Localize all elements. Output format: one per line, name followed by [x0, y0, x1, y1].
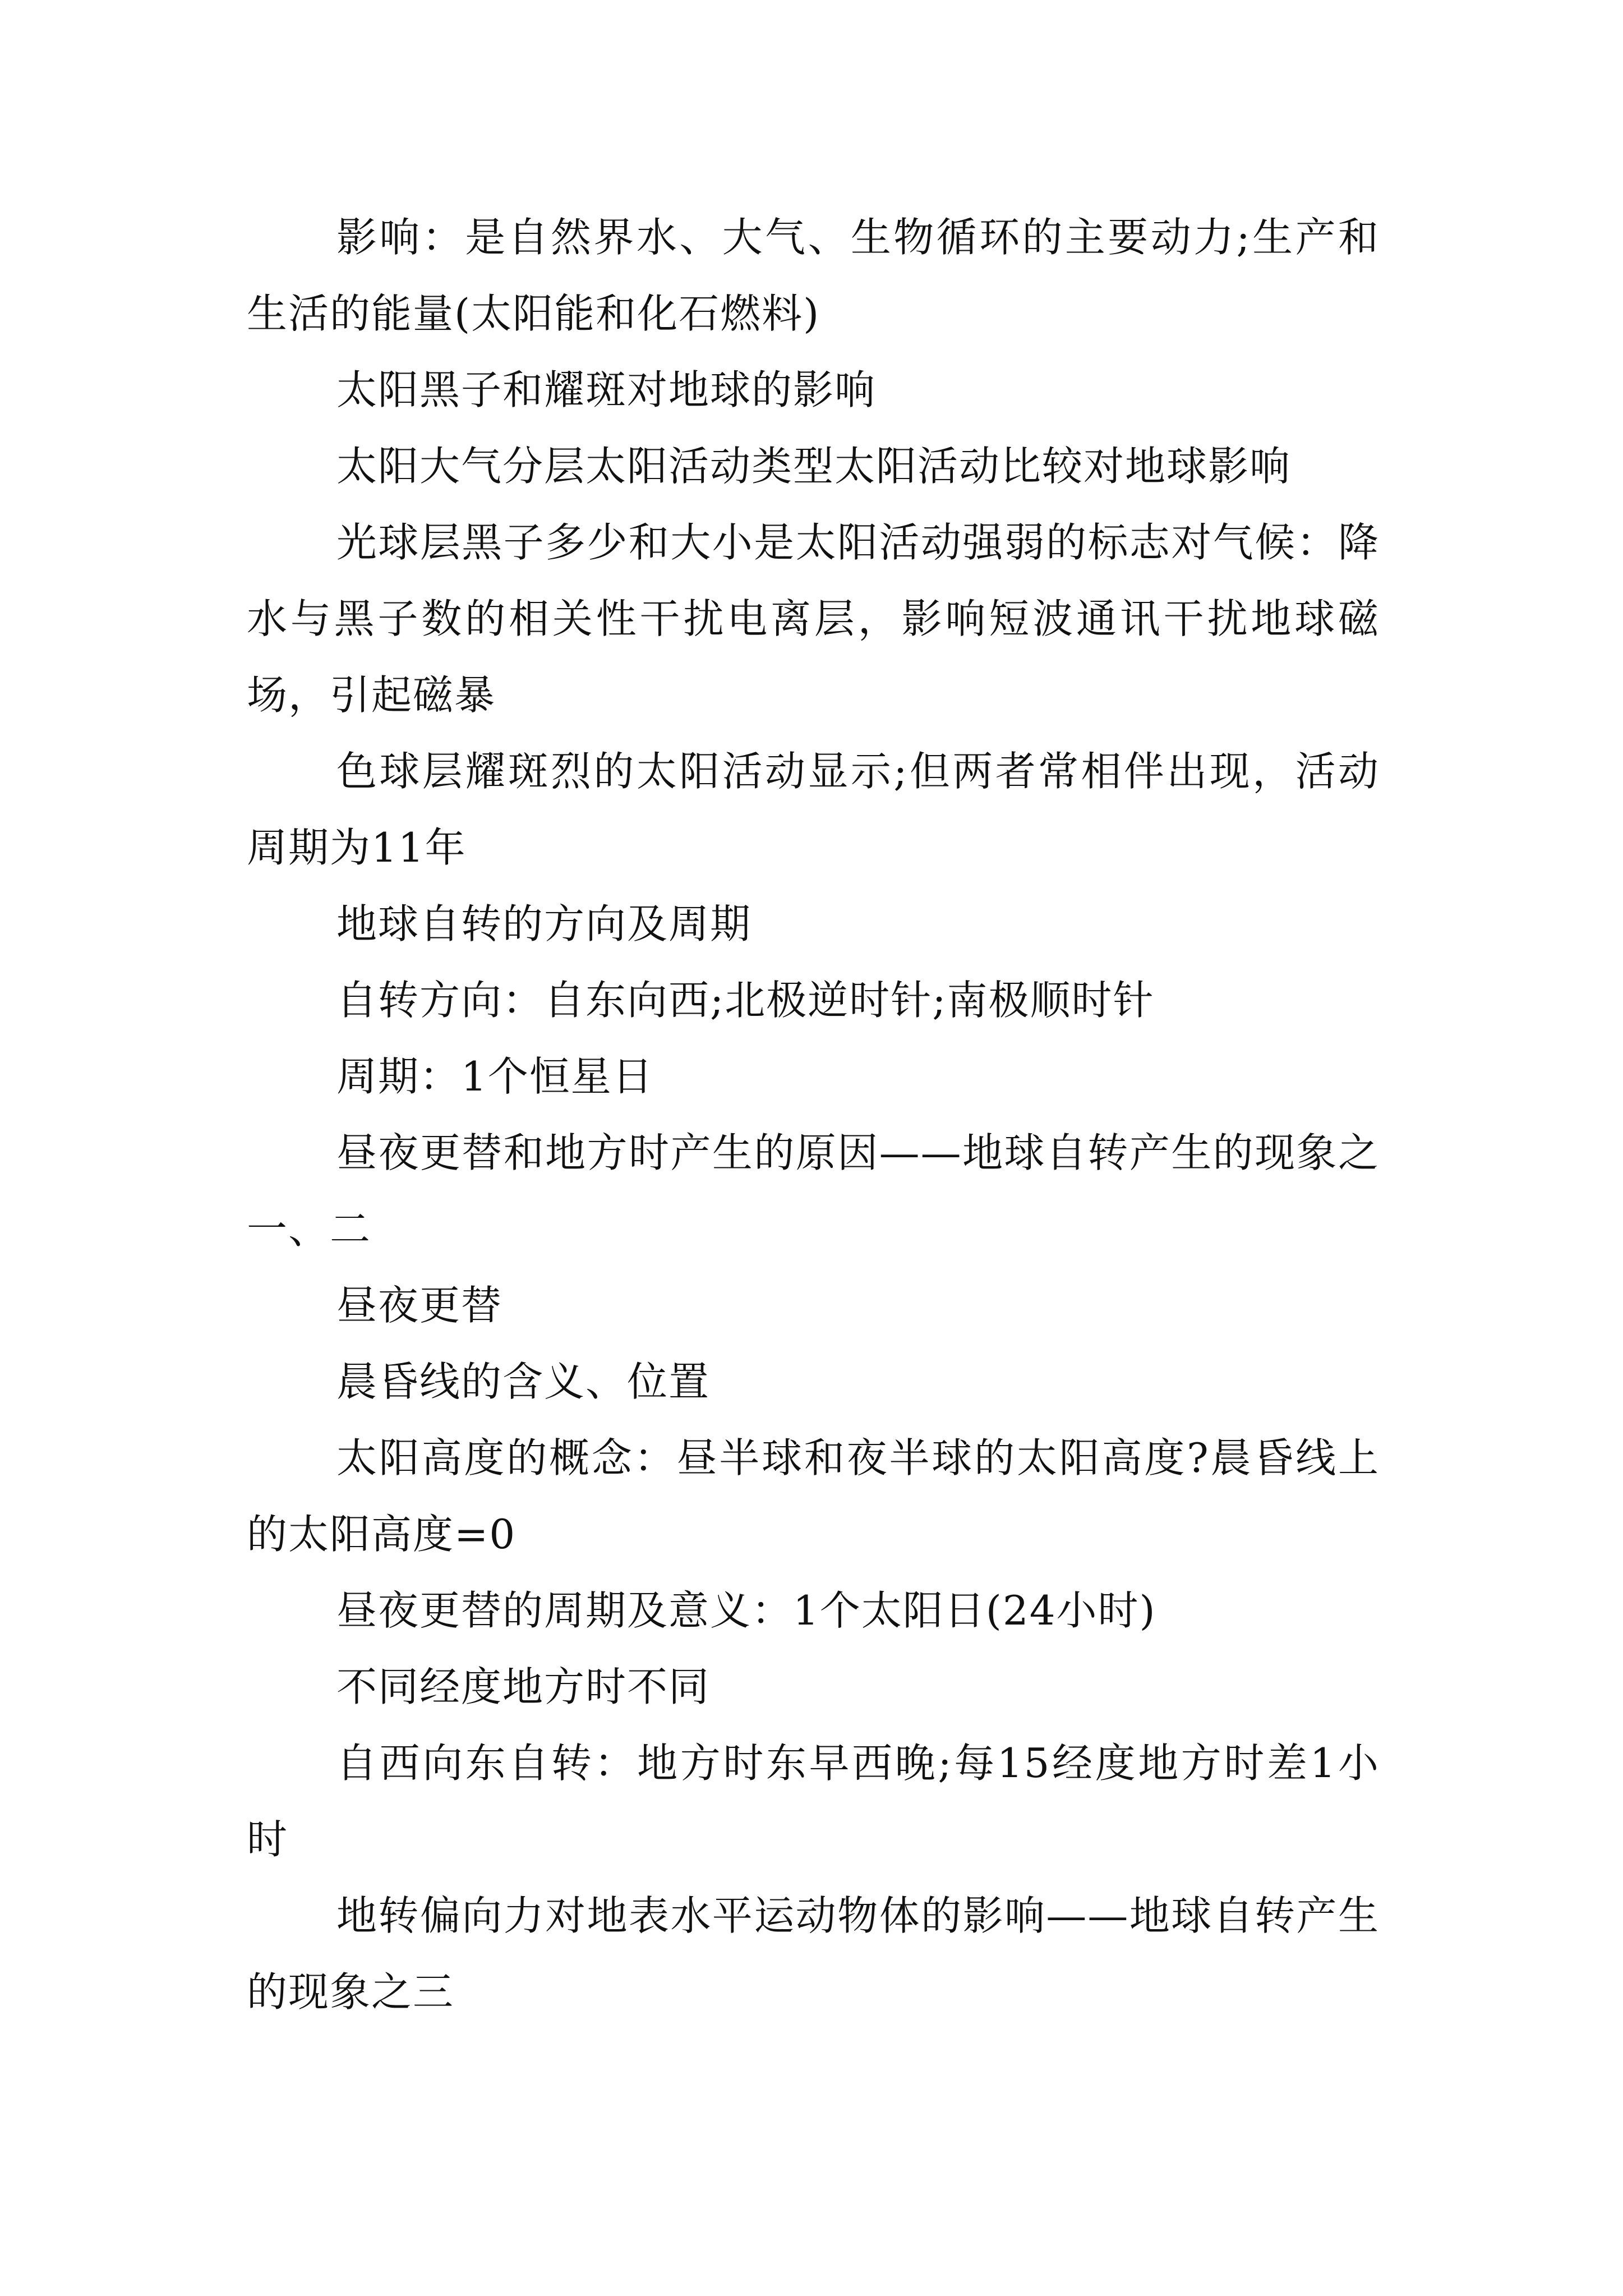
paragraph: 影响：是自然界水、大气、生物循环的主要动力;生产和生活的能量(太阳能和化石燃料): [247, 214, 1380, 337]
paragraph: 光球层黑子多少和大小是太阳活动强弱的标志对气候：降水与黑子数的相关性干扰电离层，影响短波通讯干扰地球磁场，引起磁暴: [247, 519, 1380, 719]
paragraph: 昼夜更替和地方时产生的原因——地球自转产生的现象之一、二: [247, 1129, 1380, 1253]
paragraph: 太阳黑子和耀斑对地球的影响: [336, 366, 877, 413]
paragraph: 地转偏向力对地表水平运动物体的影响——地球自转产生的现象之三: [247, 1892, 1380, 2016]
paragraph: 地球自转的方向及周期: [336, 900, 752, 947]
paragraph: 自西向东自转：地方时东早西晚;每15经度地方时差1小时: [247, 1740, 1380, 1863]
paragraph: 自转方向：自东向西;北极逆时针;南极顺时针: [336, 977, 1155, 1024]
paragraph: 色球层耀斑烈的太阳活动显示;但两者常相伴出现，活动周期为11年: [247, 748, 1380, 871]
paragraph: 周期：1个恒星日: [336, 1053, 654, 1100]
paragraph: 太阳大气分层太阳活动类型太阳活动比较对地球影响: [336, 443, 1292, 490]
paragraph: 晨昏线的含义、位置: [336, 1358, 711, 1405]
paragraph: 不同经度地方时不同: [336, 1663, 711, 1710]
paragraph: 昼夜更替: [336, 1282, 503, 1329]
paragraph: 昼夜更替的周期及意义：1个太阳日(24小时): [336, 1587, 1156, 1634]
document-body: [247, 199, 1380, 2030]
paragraph: 太阳高度的概念：昼半球和夜半球的太阳高度?晨昏线上的太阳高度=0: [247, 1434, 1380, 1558]
